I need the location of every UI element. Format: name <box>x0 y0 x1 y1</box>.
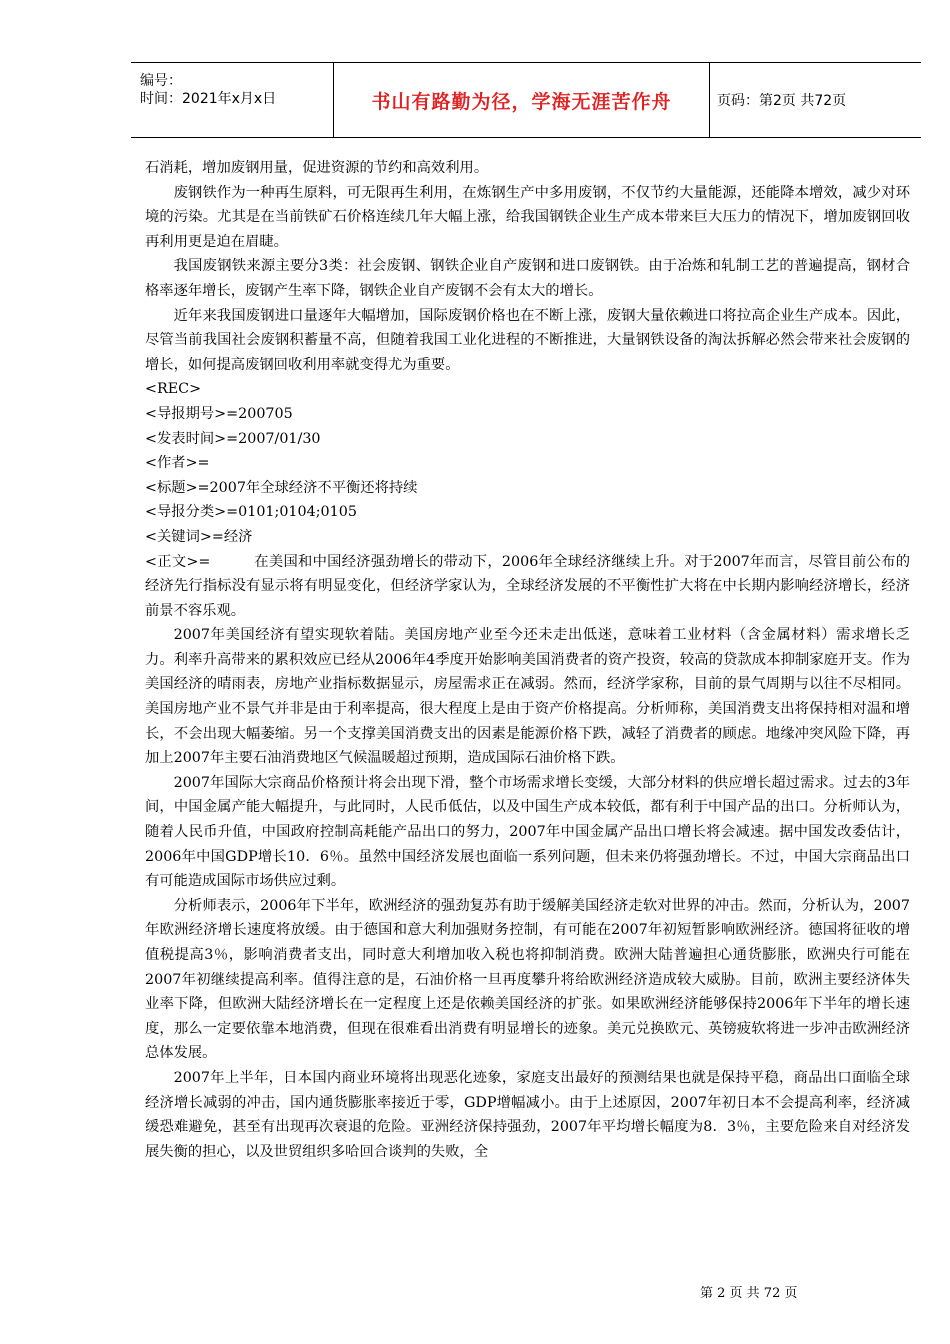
record-field: <导报分类>=0101;0104;0105 <box>145 504 357 521</box>
record-field: <导报期号>=200705 <box>145 405 293 422</box>
paragraph: 近年来我国废钢进口量逐年大幅增加，国际废钢价格也在不断上涨，废钢大量依赖进口将拉高企业生产成本。因此，尽管当前我国社会废钢积蓄量不高，但随着我国工业化进程的不断推进，大量钢铁设备的淘汰拆解必然会带来社会废钢的增长，如何提高废钢回收利用率就变得尤为重要。 <box>145 307 910 373</box>
record-field: <REC> <box>145 381 202 398</box>
header-motto: 书山有路勤为径，学海无涯苦作舟 <box>334 63 710 137</box>
record-field: <发表时间>=2007/01/30 <box>145 430 321 447</box>
header-meta-cell <box>131 63 334 137</box>
header-page-number: 页码：第2页 共72页 <box>717 93 847 109</box>
paragraph: 石消耗，增加废钢用量，促进资源的节约和高效利用。 <box>145 160 489 176</box>
record-field: <标题>=2007年全球经济不平衡还将持续 <box>145 479 418 496</box>
paragraph: 2007年国际大宗商品价格预计将会出现下滑，整个市场需求增长变缓，大部分材料的供应增长超过需求。过去的3年间，中国金属产能大幅提升，与此同时，人民币低估，以及中国生产成本较低，都有利于中国产品的出口。分析师认为，随着人民币升值，中国政府控制高耗能产品出口的努力，2007年中国金属产品出口增长将会减速。据中国发改委估计，2006年中国GDP增长10．6％。虽然中国经济发展也面临一系列问题，但未来仍将强劲增长。不过，中国大宗商品出口有可能造成国际市场供应过剩。 <box>145 774 910 890</box>
record-field: <关键词>=经济 <box>145 528 253 545</box>
page-header <box>131 62 921 138</box>
document-body <box>145 156 910 1164</box>
paragraph: <正文>= 在美国和中国经济强劲增长的带动下，2006年全球经济继续上升。对于2007年而言，尽管目前公布的经济先行指标没有显示将有明显变化，但经济学家认为，全球经济发展的不平衡性扩大将在中长期内影响经济增长，经济前景不容乐观。 <box>145 553 910 619</box>
paragraph: 分析师表示，2006年下半年，欧洲经济的强劲复苏有助于缓解美国经济走软对世界的冲击。然而，分析认为，2007年欧洲经济增长速度将放缓。由于德国和意大利加强财务控制，有可能在2007年初短暂影响欧洲经济。德国将征收的增值税提高3％，影响消费者支出，同时意大利增加收入税也将抑制消费。欧洲大陆普遍担心通货膨胀，欧洲央行可能在2007年初继续提高利率。值得注意的是，石油价格一旦再度攀升将给欧洲经济造成较大威胁。目前，欧洲主要经济体失业率下降，但欧洲大陆经济增长在一定程度上还是依赖美国经济的扩张。如果欧洲经济能够保持2006年下半年的增长速度，那么一定要依靠本地消费，但现在很难看出消费有明显增长的迹象。美元兑换欧元、英镑疲软将进一步冲击欧洲经济总体发展。 <box>145 897 910 1062</box>
paragraph: 2007年上半年，日本国内商业环境将出现恶化迹象，家庭支出最好的预测结果也就是保持平稳，商品出口面临全球经济增长减弱的冲击，国内通货膨胀率接近于零，GDP增幅减小。由于上述原因，2007年初日本不会提高利率，经济减缓恐难避免，甚至有出现再次衰退的危险。亚洲经济保持强劲，2007年平均增长幅度为8．3％，主要危险来自对经济发展失衡的担心，以及世贸组织多哈回合谈判的失败，全 <box>145 1069 910 1160</box>
doc-number-label: 编号： <box>140 73 182 89</box>
record-field: <作者>= <box>145 455 210 472</box>
paragraph: 废钢铁作为一种再生原料，可无限再生利用，在炼钢生产中多用废钢，不仅节约大量能源，还能降本增效，减少对环境的污染。尤其是在当前铁矿石价格连续几年大幅上涨，给我国钢铁企业生产成本带来巨大压力的情况下，增加废钢回收再利用更是迫在眉睫。 <box>145 184 910 250</box>
page-footer: 第 2 页 共 72 页 <box>700 1286 798 1301</box>
paragraph: 我国废钢铁来源主要分3类：社会废钢、钢铁企业自产废钢和进口废钢铁。由于冶炼和轧制工艺的普遍提高，钢材合格率逐年增长，废钢产生率下降，钢铁企业自产废钢不会有太大的增长。 <box>145 258 910 299</box>
doc-time-label: 时间：2021年x月x日 <box>140 91 277 107</box>
paragraph: 2007年美国经济有望实现软着陆。美国房地产业至今还未走出低迷，意味着工业材料（含金属材料）需求增长乏力。利率升高带来的累积效应已经从2006年4季度开始影响美国消费者的资产投资，较高的贷款成本抑制家庭开支。作为美国经济的晴雨表，房地产业指标数据显示，房屋需求正在减弱。然而，经济学家称，目前的景气周期与以往不尽相同。美国房地产业不景气并非是由于利率提高，很大程度上是由于资产价格提高。分析师称，美国消费支出将保持相对温和增长，不会出现大幅萎缩。另一个支撑美国消费支出的因素是能源价格下跌，减轻了消费者的顾虑。地缘冲突风险下降，再加上2007年主要石油消费地区气候温暖超过预期，造成国际石油价格下跌。 <box>145 627 910 767</box>
